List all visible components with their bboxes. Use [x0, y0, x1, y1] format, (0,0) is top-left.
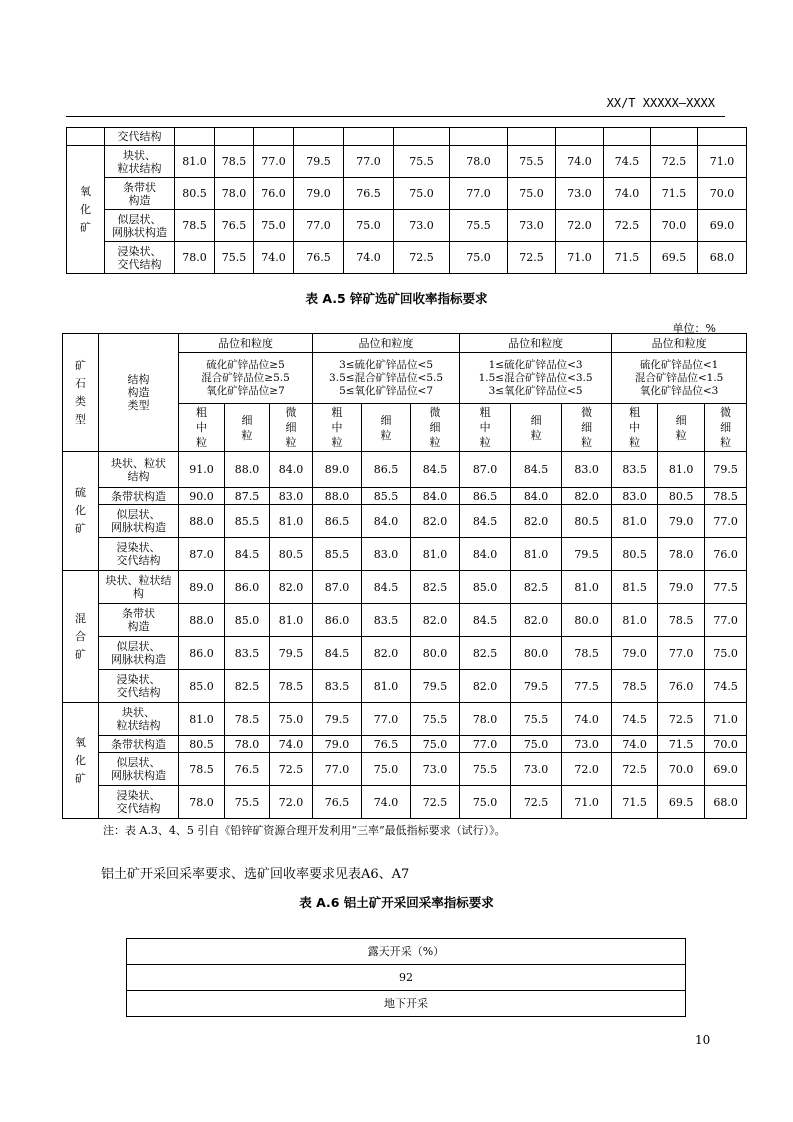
table-cell: 露天开采（%） [127, 939, 686, 965]
value-cell: 83.0 [562, 452, 612, 488]
value-cell: 81.0 [362, 670, 411, 703]
value-cell: 84.5 [313, 637, 362, 670]
table-row [127, 939, 686, 965]
value-cell: 76.5 [344, 178, 394, 210]
value-cell: 76.0 [705, 538, 747, 571]
value-cell: 77.0 [344, 146, 394, 178]
value-cell: 78.5 [612, 670, 658, 703]
value-cell: 71.0 [705, 703, 747, 736]
value-cell: 72.5 [508, 242, 556, 274]
value-cell: 88.0 [225, 452, 270, 488]
value-cell: 88.0 [313, 488, 362, 505]
value-cell: 75.0 [460, 786, 511, 819]
value-cell: 88.0 [179, 604, 225, 637]
value-cell: 81.5 [612, 571, 658, 604]
value-cell: 77.0 [313, 753, 362, 786]
value-cell: 75.5 [215, 242, 254, 274]
header-rule [66, 116, 725, 117]
value-cell: 82.0 [411, 604, 460, 637]
value-cell: 72.5 [604, 210, 651, 242]
value-cell: 87.0 [179, 538, 225, 571]
value-cell: 74.0 [562, 703, 612, 736]
ore-type-header: 矿 石 类 型 [63, 334, 99, 452]
value-cell: 73.0 [556, 178, 604, 210]
value-cell: 85.0 [179, 670, 225, 703]
value-cell: 83.0 [362, 538, 411, 571]
value-cell: 75.5 [508, 146, 556, 178]
value-cell: 81.0 [612, 505, 658, 538]
value-cell: 69.5 [658, 786, 705, 819]
value-cell: 78.5 [270, 670, 313, 703]
structure-label: 块状、粒状结 构 [99, 571, 179, 604]
value-cell: 75.5 [411, 703, 460, 736]
value-cell: 82.0 [411, 505, 460, 538]
value-cell: 81.0 [179, 703, 225, 736]
value-cell: 77.0 [705, 604, 747, 637]
structure-label: 交代结构 [105, 128, 175, 146]
value-cell: 85.5 [225, 505, 270, 538]
value-cell: 77.0 [362, 703, 411, 736]
value-cell: 89.0 [313, 452, 362, 488]
grade-group-header: 品位和粒度 [179, 334, 313, 353]
value-cell: 88.0 [179, 505, 225, 538]
table-row [67, 242, 747, 274]
value-cell: 79.5 [294, 146, 344, 178]
value-cell: 75.5 [450, 210, 508, 242]
table-row [63, 786, 747, 819]
value-cell: 75.0 [508, 178, 556, 210]
value-cell: 87.0 [460, 452, 511, 488]
structure-label: 块状、粒状 结构 [99, 452, 179, 488]
value-cell: 75.0 [270, 703, 313, 736]
value-cell: 80.5 [175, 178, 215, 210]
value-cell: 79.5 [705, 452, 747, 488]
value-cell: 78.0 [460, 703, 511, 736]
value-cell: 84.0 [511, 488, 562, 505]
value-cell: 78.5 [215, 146, 254, 178]
value-cell: 69.0 [705, 753, 747, 786]
value-cell: 84.5 [460, 604, 511, 637]
grade-range-header: 硫化矿锌品位≥5 混合矿锌品位≥5.5 氧化矿锌品位≥7 [179, 353, 313, 404]
value-cell: 72.5 [411, 786, 460, 819]
value-cell: 84.5 [511, 452, 562, 488]
table-cell: 92 [127, 965, 686, 991]
document-code: XX/T XXXXX—XXXX [606, 96, 715, 110]
value-cell: 76.5 [215, 210, 254, 242]
value-cell: 91.0 [179, 452, 225, 488]
table-a5 [62, 333, 747, 819]
particle-size-header: 粗 中 粒 [460, 404, 511, 452]
value-cell: 85.0 [460, 571, 511, 604]
ore-type-label: 氧 化 矿 [63, 703, 99, 819]
empty-cell [344, 128, 394, 146]
value-cell: 72.0 [556, 210, 604, 242]
value-cell: 73.0 [394, 210, 450, 242]
ore-type-label: 氧 化 矿 [67, 146, 105, 274]
value-cell: 85.5 [313, 538, 362, 571]
value-cell: 86.0 [225, 571, 270, 604]
value-cell: 80.5 [658, 488, 705, 505]
structure-label: 条带状构造 [99, 488, 179, 505]
value-cell: 82.0 [270, 571, 313, 604]
value-cell: 77.5 [705, 571, 747, 604]
empty-cell [175, 128, 215, 146]
value-cell: 76.5 [294, 242, 344, 274]
table-caption-a6: 表 A.6 铝土矿开采回采率指标要求 [299, 895, 494, 910]
value-cell: 82.0 [460, 670, 511, 703]
table-row [67, 146, 747, 178]
value-cell: 80.5 [612, 538, 658, 571]
value-cell: 70.0 [705, 736, 747, 753]
structure-label: 浸染状、 交代结构 [99, 670, 179, 703]
value-cell: 77.0 [450, 178, 508, 210]
value-cell: 76.5 [225, 753, 270, 786]
particle-size-header: 微 细 粒 [270, 404, 313, 452]
value-cell: 85.0 [225, 604, 270, 637]
value-cell: 75.0 [411, 736, 460, 753]
value-cell: 69.0 [698, 210, 747, 242]
table-continuation [66, 127, 747, 274]
value-cell: 82.5 [511, 571, 562, 604]
value-cell: 81.0 [511, 538, 562, 571]
value-cell: 78.0 [175, 242, 215, 274]
structure-label: 块状、 粒状结构 [105, 146, 175, 178]
value-cell: 78.0 [658, 538, 705, 571]
value-cell: 82.5 [225, 670, 270, 703]
value-cell: 75.5 [394, 146, 450, 178]
value-cell: 75.0 [511, 736, 562, 753]
structure-type-header: 结构 构造 类型 [99, 334, 179, 452]
value-cell: 73.0 [562, 736, 612, 753]
value-cell: 82.0 [511, 604, 562, 637]
value-cell: 72.5 [651, 146, 698, 178]
table-row [67, 128, 747, 146]
ore-type-label: 混 合 矿 [63, 571, 99, 703]
value-cell: 79.5 [270, 637, 313, 670]
empty-cell [604, 128, 651, 146]
value-cell: 74.0 [362, 786, 411, 819]
value-cell: 79.0 [658, 571, 705, 604]
value-cell: 75.0 [394, 178, 450, 210]
empty-cell [67, 128, 105, 146]
value-cell: 76.5 [362, 736, 411, 753]
empty-cell [508, 128, 556, 146]
empty-cell [394, 128, 450, 146]
value-cell: 78.0 [215, 178, 254, 210]
table-row [67, 210, 747, 242]
particle-size-header: 细 粒 [658, 404, 705, 452]
value-cell: 74.0 [344, 242, 394, 274]
value-cell: 75.0 [344, 210, 394, 242]
value-cell: 79.5 [562, 538, 612, 571]
value-cell: 77.0 [658, 637, 705, 670]
value-cell: 71.5 [604, 242, 651, 274]
value-cell: 71.0 [556, 242, 604, 274]
structure-label: 块状、 粒状结构 [99, 703, 179, 736]
value-cell: 77.5 [562, 670, 612, 703]
value-cell: 80.0 [411, 637, 460, 670]
value-cell: 86.0 [313, 604, 362, 637]
table-row [67, 178, 747, 210]
grade-group-header: 品位和粒度 [612, 334, 747, 353]
ore-type-label: 硫 化 矿 [63, 452, 99, 571]
value-cell: 84.5 [460, 505, 511, 538]
value-cell: 81.0 [175, 146, 215, 178]
value-cell: 84.5 [411, 452, 460, 488]
empty-cell [254, 128, 294, 146]
particle-size-header: 细 粒 [362, 404, 411, 452]
value-cell: 74.0 [612, 736, 658, 753]
value-cell: 78.5 [225, 703, 270, 736]
particle-size-header: 微 细 粒 [411, 404, 460, 452]
value-cell: 74.5 [612, 703, 658, 736]
value-cell: 82.0 [362, 637, 411, 670]
value-cell: 82.0 [511, 505, 562, 538]
value-cell: 74.0 [254, 242, 294, 274]
particle-size-header: 微 细 粒 [562, 404, 612, 452]
value-cell: 81.0 [562, 571, 612, 604]
value-cell: 79.0 [313, 736, 362, 753]
empty-cell [698, 128, 747, 146]
particle-size-header: 粗 中 粒 [179, 404, 225, 452]
table-row [63, 604, 747, 637]
value-cell: 84.0 [362, 505, 411, 538]
table-row [63, 452, 747, 488]
value-cell: 84.0 [411, 488, 460, 505]
value-cell: 72.5 [658, 703, 705, 736]
value-cell: 72.5 [511, 786, 562, 819]
grade-group-header: 品位和粒度 [313, 334, 460, 353]
value-cell: 86.5 [460, 488, 511, 505]
particle-size-header: 细 粒 [511, 404, 562, 452]
value-cell: 79.5 [411, 670, 460, 703]
value-cell: 75.5 [225, 786, 270, 819]
value-cell: 84.0 [270, 452, 313, 488]
value-cell: 83.5 [313, 670, 362, 703]
value-cell: 81.0 [658, 452, 705, 488]
value-cell: 84.5 [225, 538, 270, 571]
value-cell: 81.0 [411, 538, 460, 571]
value-cell: 84.5 [362, 571, 411, 604]
value-cell: 83.5 [612, 452, 658, 488]
value-cell: 76.0 [658, 670, 705, 703]
value-cell: 87.5 [225, 488, 270, 505]
structure-label: 似层状、 网脉状构造 [99, 637, 179, 670]
value-cell: 79.0 [612, 637, 658, 670]
table-cell: 地下开采 [127, 991, 686, 1017]
value-cell: 74.5 [705, 670, 747, 703]
value-cell: 71.5 [612, 786, 658, 819]
value-cell: 78.0 [179, 786, 225, 819]
structure-label: 条带状 构造 [99, 604, 179, 637]
table-row [63, 538, 747, 571]
value-cell: 83.0 [270, 488, 313, 505]
structure-label: 似层状、 网脉状构造 [99, 753, 179, 786]
value-cell: 81.0 [612, 604, 658, 637]
table-row [63, 753, 747, 786]
value-cell: 74.0 [270, 736, 313, 753]
value-cell: 71.5 [651, 178, 698, 210]
grade-range-header: 1≤硫化矿锌品位<3 1.5≤混合矿锌品位<3.5 3≤氧化矿锌品位<5 [460, 353, 612, 404]
value-cell: 75.0 [705, 637, 747, 670]
value-cell: 76.5 [313, 786, 362, 819]
value-cell: 71.0 [698, 146, 747, 178]
value-cell: 79.0 [658, 505, 705, 538]
value-cell: 78.5 [658, 604, 705, 637]
table-row [63, 736, 747, 753]
value-cell: 72.0 [562, 753, 612, 786]
particle-size-header: 粗 中 粒 [612, 404, 658, 452]
value-cell: 89.0 [179, 571, 225, 604]
value-cell: 86.0 [179, 637, 225, 670]
empty-cell [651, 128, 698, 146]
unit-label: 单位：% [672, 322, 716, 335]
grade-group-header: 品位和粒度 [460, 334, 612, 353]
value-cell: 83.5 [362, 604, 411, 637]
value-cell: 82.5 [411, 571, 460, 604]
value-cell: 70.0 [698, 178, 747, 210]
table-row [127, 991, 686, 1017]
value-cell: 79.5 [511, 670, 562, 703]
empty-cell [215, 128, 254, 146]
value-cell: 77.0 [254, 146, 294, 178]
value-cell: 82.5 [460, 637, 511, 670]
value-cell: 75.0 [362, 753, 411, 786]
value-cell: 72.5 [612, 753, 658, 786]
value-cell: 87.0 [313, 571, 362, 604]
grade-range-header: 硫化矿锌品位<1 混合矿锌品位<1.5 氧化矿锌品位<3 [612, 353, 747, 404]
value-cell: 81.0 [270, 604, 313, 637]
structure-label: 条带状构造 [99, 736, 179, 753]
value-cell: 78.0 [225, 736, 270, 753]
particle-size-header: 粗 中 粒 [313, 404, 362, 452]
table-row [63, 488, 747, 505]
value-cell: 70.0 [651, 210, 698, 242]
value-cell: 78.5 [705, 488, 747, 505]
value-cell: 74.0 [556, 146, 604, 178]
table-row [63, 571, 747, 604]
value-cell: 85.5 [362, 488, 411, 505]
value-cell: 71.0 [562, 786, 612, 819]
particle-size-header: 细 粒 [225, 404, 270, 452]
value-cell: 80.0 [511, 637, 562, 670]
value-cell: 75.0 [254, 210, 294, 242]
value-cell: 83.0 [612, 488, 658, 505]
value-cell: 73.0 [511, 753, 562, 786]
table-row [63, 637, 747, 670]
value-cell: 83.5 [225, 637, 270, 670]
value-cell: 77.0 [460, 736, 511, 753]
structure-label: 浸染状、 交代结构 [99, 538, 179, 571]
value-cell: 82.0 [562, 488, 612, 505]
value-cell: 71.5 [658, 736, 705, 753]
empty-cell [450, 128, 508, 146]
value-cell: 80.0 [562, 604, 612, 637]
empty-cell [294, 128, 344, 146]
structure-label: 似层状、 网脉状构造 [99, 505, 179, 538]
value-cell: 77.0 [705, 505, 747, 538]
value-cell: 75.5 [511, 703, 562, 736]
value-cell: 70.0 [658, 753, 705, 786]
value-cell: 79.0 [294, 178, 344, 210]
value-cell: 80.5 [179, 736, 225, 753]
empty-cell [556, 128, 604, 146]
value-cell: 68.0 [698, 242, 747, 274]
page-number: 10 [695, 1033, 711, 1047]
structure-label: 似层状、 网脉状构造 [105, 210, 175, 242]
particle-size-header: 微 细 粒 [705, 404, 747, 452]
value-cell: 73.0 [508, 210, 556, 242]
table-a6 [126, 938, 686, 1017]
table-row [63, 505, 747, 538]
value-cell: 80.5 [562, 505, 612, 538]
value-cell: 69.5 [651, 242, 698, 274]
value-cell: 74.0 [604, 178, 651, 210]
value-cell: 72.0 [270, 786, 313, 819]
grade-range-header: 3≤硫化矿锌品位<5 3.5≤混合矿锌品位<5.5 5≤氧化矿锌品位<7 [313, 353, 460, 404]
table-row [127, 965, 686, 991]
table-row [63, 703, 747, 736]
value-cell: 74.5 [604, 146, 651, 178]
value-cell: 72.5 [394, 242, 450, 274]
value-cell: 75.5 [460, 753, 511, 786]
structure-label: 浸染状、 交代结构 [105, 242, 175, 274]
value-cell: 84.0 [460, 538, 511, 571]
value-cell: 86.5 [313, 505, 362, 538]
value-cell: 90.0 [179, 488, 225, 505]
value-cell: 78.0 [450, 146, 508, 178]
value-cell: 78.5 [179, 753, 225, 786]
value-cell: 75.0 [450, 242, 508, 274]
table-note: 注：表 A.3、4、5 引自《铅锌矿资源合理开发利用“三率”最低指标要求（试行）》。 [103, 824, 506, 837]
value-cell: 86.5 [362, 452, 411, 488]
value-cell: 78.5 [562, 637, 612, 670]
value-cell: 77.0 [294, 210, 344, 242]
value-cell: 78.5 [175, 210, 215, 242]
table-row [63, 670, 747, 703]
value-cell: 72.5 [270, 753, 313, 786]
value-cell: 76.0 [254, 178, 294, 210]
body-paragraph: 铝土矿开采回采率要求、选矿回收率要求见表A6、A7 [101, 867, 410, 882]
structure-label: 条带状 构造 [105, 178, 175, 210]
table-caption-a5: 表 A.5 锌矿选矿回收率指标要求 [305, 291, 488, 306]
structure-label: 浸染状、 交代结构 [99, 786, 179, 819]
value-cell: 81.0 [270, 505, 313, 538]
value-cell: 79.5 [313, 703, 362, 736]
header-row [63, 334, 747, 353]
value-cell: 73.0 [411, 753, 460, 786]
value-cell: 80.5 [270, 538, 313, 571]
value-cell: 68.0 [705, 786, 747, 819]
